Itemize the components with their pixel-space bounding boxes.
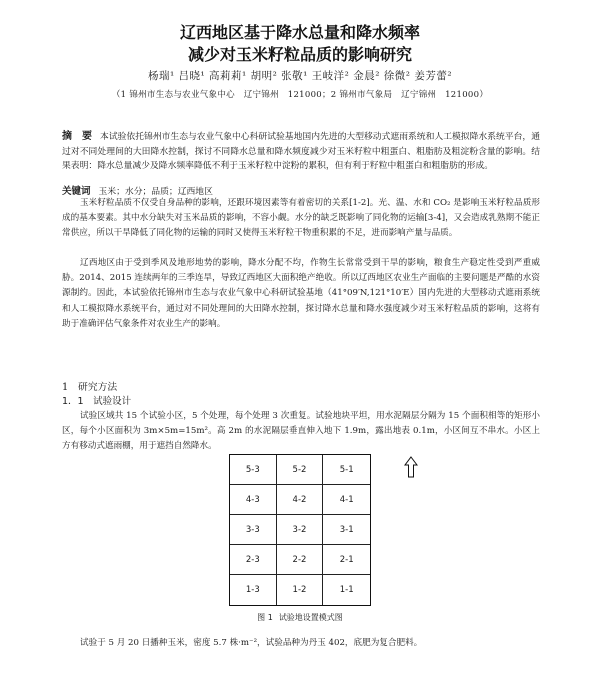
intro-paragraph-1: 玉米籽粒品质不仅受自身品种的影响，还跟环境因素等有着密切的关系[1-2]。光、温、水和 CO₂ 是影响玉米籽粒品质形成的基本要素。其中水分缺失对玉米品质的影响，不容小觑。水分的缺乏既影响了同化物的运输[3-4]，又会造成乳熟期不能正常供应，所以干旱降低了同化物的运输的同时又使得玉米籽粒干物重积累的不足，进而影响产量与品质。: [62, 198, 540, 239]
plot-cell: 3-3: [230, 515, 277, 545]
plot-cell: 5-2: [277, 455, 324, 485]
abstract-text: 本试验依托锦州市生态与农业气象中心科研试验基地国内先进的大型移动式遮雨系统和人工模拟降水系统平台，通过对不同处理间的大田降水控制，探讨不同降水总量和降水频度减少对玉米籽粒中粗蛋白、粗脂肪及粗淀粉含量的影响。结果表明：降水总量减少及降水频率降低不利于玉米籽粒中淀粉的累积，但有利于籽粒中粗蛋白和粗脂肪的形成。: [62, 132, 540, 171]
plot-cell: 5-3: [230, 455, 277, 485]
subsection-heading: 1．1 试验设计: [62, 396, 132, 407]
figure-caption: [0, 612, 600, 623]
plot-cell: 3-2: [277, 515, 324, 545]
plot-cell: 2-2: [277, 545, 324, 575]
abstract-label: 摘 要: [62, 131, 93, 142]
plot-cell: 1-2: [277, 575, 324, 605]
plot-cell: 1-3: [230, 575, 277, 605]
title-line-2: 减少对玉米籽粒品质的影响研究: [187, 45, 412, 64]
intro-paragraph-2: 辽西地区由于受到季风及地形地势的影响，降水分配不均，作物生长常常受到干旱的影响，粮食生产稳定性受到严重威胁。2014、2015 连续两年的三季连旱，导致辽西地区大面积绝产绝收。所以辽西地区农业生产面临的主要问题是严酷的水资源制约。因此，本试验依托锦州市生态与农业气象中心科研试验基地（41°09′N,121°10′E）国内先进的大型移动式遮雨系统和人工模拟降水系统平台，通过对不同处理间的大田降水控制，探讨降水总量和降水强度减少对玉米籽粒品质的影响，这将有助于准确评估气象条件对农业生产的影响。: [62, 258, 540, 329]
north-arrow-icon: [404, 456, 418, 478]
plot-cell: 4-3: [230, 485, 277, 515]
plot-cell: 4-2: [277, 485, 324, 515]
plot-cell: 3-1: [323, 515, 370, 545]
plot-cell: 2-1: [323, 545, 370, 575]
plot-cell: 4-1: [323, 485, 370, 515]
abstract: [62, 130, 540, 174]
keywords-label: 关键词: [62, 186, 91, 197]
figure-number: 图 1: [257, 613, 273, 622]
plot-cell: 5-1: [323, 455, 370, 485]
methods-paragraph: 试验区域共 15 个试验小区，5 个处理，每个处理 3 次重复。试验地块平坦，用水泥隔层分隔为 15 个面积相等的矩形小区，每个小区面积为 3m×5m=15m²。高 2m 的水泥隔层垂直伸入地下 1.9m，露出地表 0.1m，小区间互不串水。小区上方有移动式遮雨棚，用于遮挡自然降水。: [62, 411, 540, 452]
title-line-1: 辽西地区基于降水总量和降水频率: [179, 23, 420, 42]
affiliation: （1 锦州市生态与农业气象中心 辽宁锦州 121000；2 锦州市气象局 辽宁锦州 121000）: [111, 90, 489, 100]
plot-cell: 2-3: [230, 545, 277, 575]
keywords: [62, 183, 213, 197]
author-list: 杨瑞¹ 吕晓¹ 高莉莉¹ 胡明² 张敬¹ 王岐洋² 金晨² 徐微² 姜芳蕾²: [147, 70, 453, 82]
plot-cell: 1-1: [339, 585, 354, 595]
figure-caption-text: 试验地设置模式图: [278, 613, 343, 622]
closing-paragraph: 试验于 5 月 20 日播种玉米，密度 5.7 株·m⁻²，试验品种为丹玉 402，底肥为复合肥料。: [80, 638, 423, 648]
section-heading: 1 研究方法: [62, 382, 118, 393]
plot-layout-figure: [229, 454, 371, 606]
keywords-text: 玉米；水分；品质；辽西地区: [98, 187, 213, 197]
